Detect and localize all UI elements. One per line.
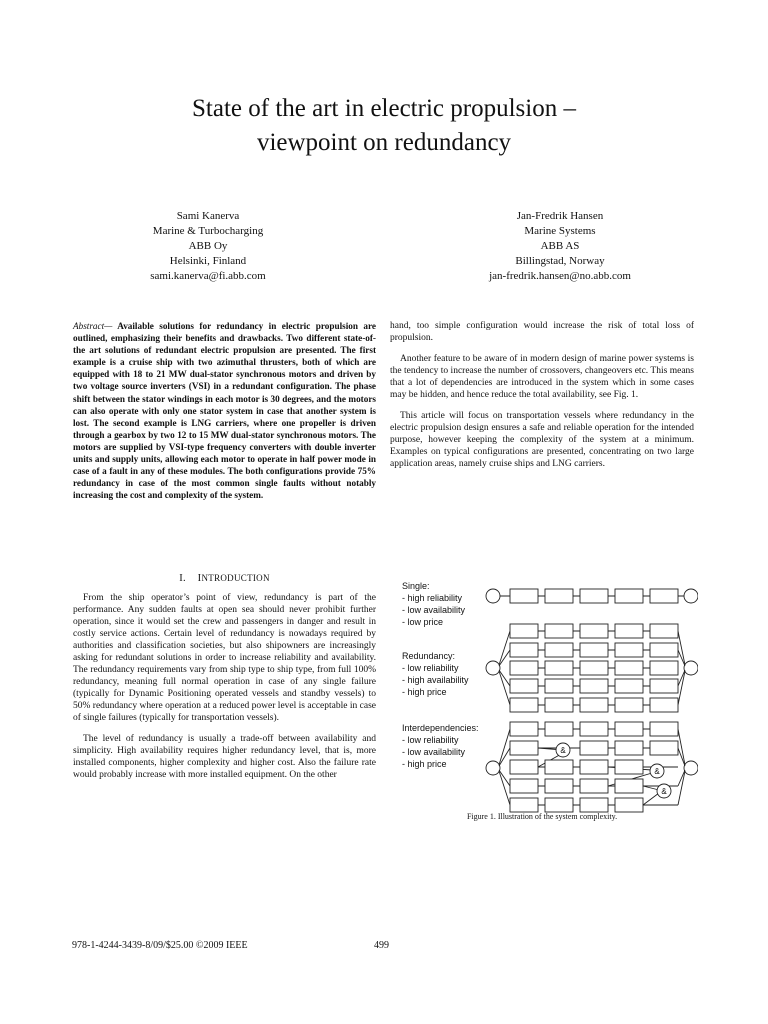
redundancy-title: Redundancy:: [402, 651, 456, 661]
single-title: Single:: [402, 581, 430, 591]
figure-1: [398, 572, 698, 832]
title-line-2: viewpoint on redundancy: [256, 129, 512, 156]
component-box: [615, 779, 643, 793]
interdependencies-item: - low reliability: [402, 735, 459, 745]
source-node: [486, 661, 500, 675]
and-gate-label: &: [661, 787, 667, 796]
component-box: [510, 661, 538, 675]
and-gate-label: &: [560, 746, 566, 755]
component-box: [545, 589, 573, 603]
crossover-line: [643, 793, 659, 805]
author-email: jan-fredrik.hansen@no.abb.com: [489, 270, 631, 282]
right-paragraph-1: hand, too simple configuration would increase the risk of total loss of propulsion.: [390, 321, 694, 343]
component-box: [615, 722, 643, 736]
component-box: [510, 779, 538, 793]
component-box: [545, 661, 573, 675]
component-box: [510, 760, 538, 774]
introduction-block: [73, 572, 376, 790]
component-box: [650, 589, 678, 603]
component-box: [615, 741, 643, 755]
component-box: [510, 679, 538, 693]
component-box: [545, 698, 573, 712]
author-dept: Marine Systems: [524, 225, 596, 237]
redundancy-item: - high availability: [402, 675, 469, 685]
component-box: [545, 779, 573, 793]
source-node: [486, 589, 500, 603]
section-heading: [73, 572, 376, 585]
author-location: Helsinki, Finland: [169, 255, 247, 267]
component-box: [545, 624, 573, 638]
redundancy-block: [486, 624, 698, 712]
single-item: - high reliability: [402, 593, 463, 603]
abstract: [73, 320, 376, 501]
sink-node: [684, 661, 698, 675]
component-box: [580, 643, 608, 657]
single-item: - low availability: [402, 605, 466, 615]
section-number: I.: [179, 573, 186, 584]
component-box: [650, 722, 678, 736]
intro-paragraph-1: From the ship operator’s point of view, redundancy is part of the performance. Any sudden faults at open sea should never prohibit further operation, since it would set the crew and passengers in danger and result in costly service actions. Certain level of redundancy is nowadays required by authorities and classification societies, but also shipowners are increasingly asking for redundant solutions in order to increase reliability and availability. The redundancy requirements vary from ship type to ship type, from full 100% redundancy, meaning full normal operation in case of any single failure (typically for Dynamic Positioning operated vessels and standby vessels) to 50% redundancy where operation at a reduced power level is acceptable in case of single failures (typically for transportation vessels).: [73, 593, 376, 723]
component-box: [650, 698, 678, 712]
interdependencies-block: [486, 722, 698, 812]
component-box: [580, 698, 608, 712]
component-box: [580, 624, 608, 638]
component-box: [650, 741, 678, 755]
system-complexity-diagram: [398, 572, 698, 832]
author-name: Jan-Fredrik Hansen: [516, 210, 604, 222]
author-block-1: [58, 209, 358, 284]
component-box: [510, 698, 538, 712]
right-paragraph-3: This article will focus on transportation vessels where redundancy in the electric propulsion design ensures a safe and reliable operation for the intended purpose, however keeping the complexity of the system at a minimum. Examples on typical configurations are presented, concentrating on two large application areas, namely cruise ships and LNG carriers.: [390, 411, 694, 469]
author-org: ABB Oy: [188, 240, 228, 252]
right-paragraph-2: Another feature to be aware of in modern design of marine power systems is the tendency to increase the number of crossovers, changeovers etc. This means that a lot of dependencies are introduced in the system which in some cases may be hidden, and hence reduce the total availability, see Fig. 1.: [390, 354, 694, 400]
section-title-rest: NTRODUCTION: [201, 573, 270, 583]
redundancy-item: - low reliability: [402, 663, 459, 673]
figure-caption: Figure 1. Illustration of the system complexity.: [466, 812, 618, 821]
component-box: [580, 661, 608, 675]
component-box: [545, 798, 573, 812]
interdependencies-item: - low availability: [402, 747, 466, 757]
author-location: Billingstad, Norway: [515, 255, 605, 267]
component-box: [650, 661, 678, 675]
component-box: [615, 661, 643, 675]
component-box: [615, 798, 643, 812]
interdependencies-item: - high price: [402, 759, 447, 769]
sink-node: [684, 589, 698, 603]
component-box: [650, 643, 678, 657]
component-box: [615, 589, 643, 603]
sink-node: [684, 761, 698, 775]
crossover-line: [643, 786, 659, 790]
and-gate-label: &: [654, 767, 660, 776]
component-box: [510, 643, 538, 657]
author-name: Sami Kanerva: [176, 210, 240, 222]
component-box: [650, 679, 678, 693]
component-box: [650, 624, 678, 638]
author-org: ABB AS: [540, 240, 580, 252]
component-box: [510, 741, 538, 755]
footer-copyright: 978-1-4244-3439-8/09/$25.00 ©2009 IEEE: [72, 940, 248, 951]
abstract-block: [73, 320, 376, 510]
component-box: [615, 624, 643, 638]
component-box: [580, 779, 608, 793]
component-box: [580, 679, 608, 693]
interdependencies-title: Interdependencies:: [402, 723, 479, 733]
component-box: [615, 679, 643, 693]
section-title-first: I: [197, 573, 202, 584]
component-box: [615, 760, 643, 774]
author-dept: Marine & Turbocharging: [152, 225, 264, 237]
author-block-2: [410, 209, 710, 284]
right-column-text: [390, 320, 694, 479]
component-box: [580, 589, 608, 603]
title-line-1: State of the art in electric propulsion –: [192, 95, 576, 122]
component-box: [510, 589, 538, 603]
author-email: sami.kanerva@fi.abb.com: [150, 270, 266, 282]
paper-title: [0, 92, 768, 160]
component-box: [580, 722, 608, 736]
abstract-body: Available solutions for redundancy in electric propulsion are outlined, emphasizing their benefits and drawbacks. Two different state-of-the art solutions of redundant electric propulsion are presented. The first example is a cruise ship with two azimuthal thrusters, both of which are equipped with 18 to 21 MW dual-stator synchronous motors and driven by two voltage source inverters (VSI) in a redundant configuration. The phase shift between the stator windings in each motor is 30 degrees, and the motors can also operate with only one stator system in case that another system is lost. The second example is LNG carriers, where one propeller is driven through a gearbox by two 12 to 15 MW dual-stator synchronous motors. The motors are supplied by VSI-type frequency converters with double inverter units and supply units, allowing each motor to operate in half power mode in case of a fault in any of these modules. The both configurations provide 75% redundancy in case of the most common single faults without notably increasing the cost and complexity of the system.: [73, 321, 376, 501]
component-box: [545, 722, 573, 736]
component-box: [545, 760, 573, 774]
component-box: [510, 798, 538, 812]
single-chain: [486, 589, 698, 603]
component-box: [615, 698, 643, 712]
single-item: - low price: [402, 617, 444, 627]
source-node: [486, 761, 500, 775]
abstract-lead: Abstract—: [73, 321, 113, 331]
component-box: [510, 624, 538, 638]
component-box: [615, 643, 643, 657]
component-box: [580, 798, 608, 812]
component-box: [580, 760, 608, 774]
redundancy-item: - high price: [402, 687, 447, 697]
page-number: 499: [374, 940, 389, 951]
component-box: [545, 679, 573, 693]
component-box: [580, 741, 608, 755]
intro-paragraph-2: The level of redundancy is usually a trade-off between availability and simplicity. High availability requires higher redundancy level, that is, more installed components, higher complexity and higher cost. Also the failure rate would probably increase with more installed equipment. On the other: [73, 734, 376, 780]
component-box: [510, 722, 538, 736]
component-box: [545, 643, 573, 657]
